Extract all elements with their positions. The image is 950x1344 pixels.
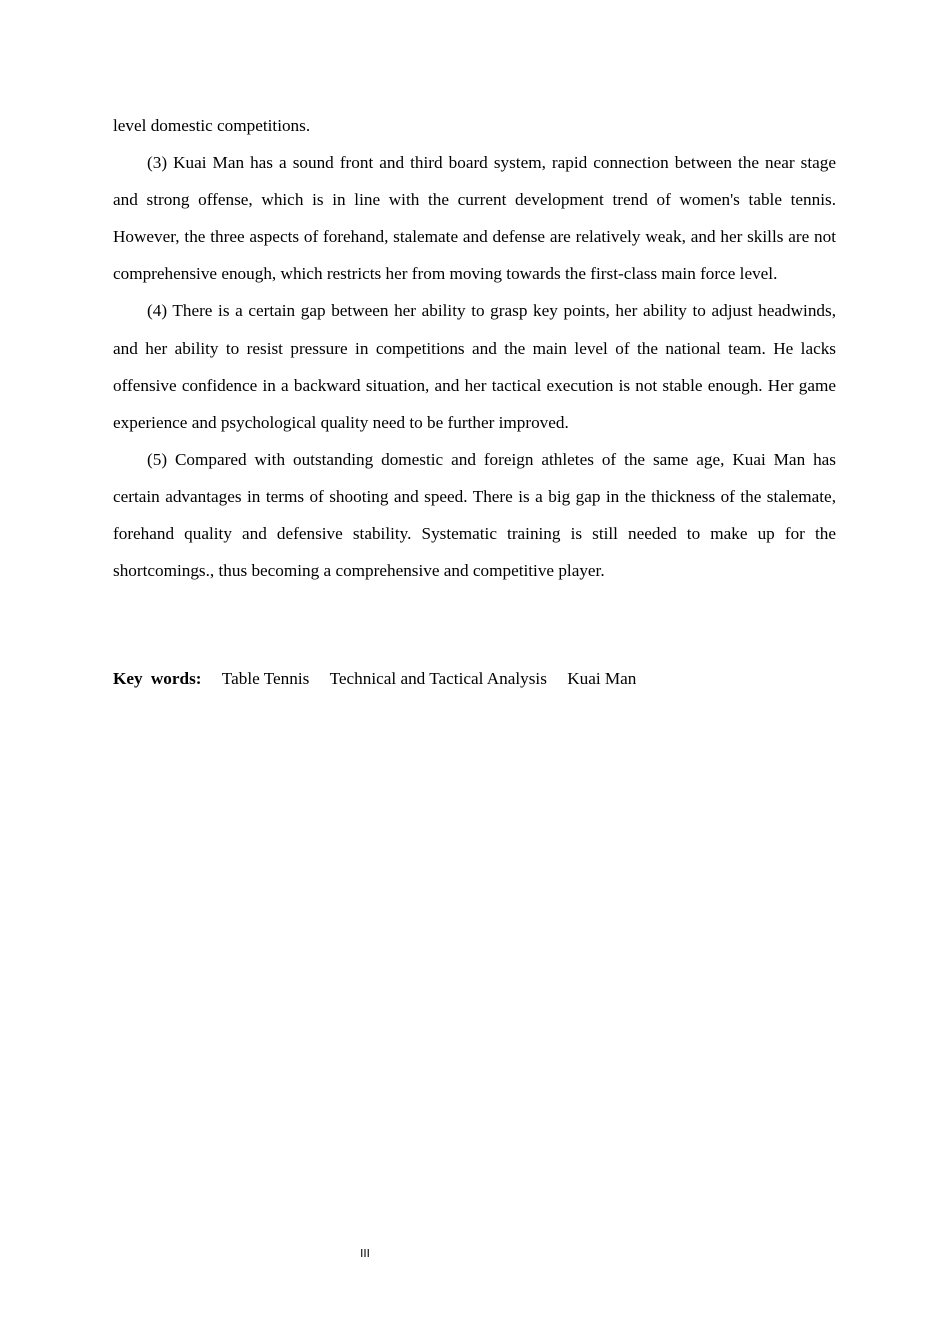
paragraph-point-4: (4) There is a certain gap between her ability to grasp key points, her ability to adjust headwinds, and her ability to resist pressure in competitions and the main level of the national team. He lacks offensive confidence in a backward situation, and her tactical execution is not stable enough. Her game experience and psychological quality need to be further improved. [113, 301, 836, 432]
keyword-item: Kuai Man [567, 669, 637, 688]
abstract-body [113, 107, 836, 589]
paragraph-point-5: (5) Compared with outstanding domestic and foreign athletes of the same age, Kuai Man has certain advantages in terms of shooting and speed. There is a big gap in the thickness of the stalemate, forehand quality and defensive stability. Systematic training is still needed to make up for the shortcomings., thus becoming a comprehensive and competitive player. [113, 449, 836, 581]
keywords-line [113, 660, 836, 697]
keyword-item: Technical and Tactical Analysis [329, 669, 547, 688]
keywords-label: Key words: [113, 669, 202, 688]
paragraph-point-3: (3) Kuai Man has a sound front and third board system, rapid connection between the near stage and strong offense, which is in line with the current development trend of women's table tennis. However, the three aspects of forehand, stalemate and defense are relatively weak, and her skills are not comprehensive enough, which restricts her from moving towards the first-class main force level. [113, 153, 836, 284]
keyword-item: Table Tennis [221, 669, 310, 688]
page-number: III [360, 1247, 370, 1260]
paragraph-continuation: level domestic competitions. [113, 116, 311, 135]
